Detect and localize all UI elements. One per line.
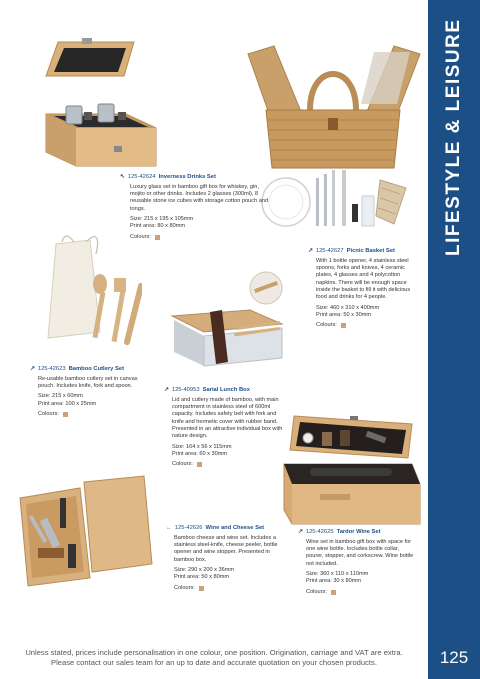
product-colours: Colours:: [130, 234, 272, 241]
product-code-line: ↗ 125-40953 Sarial Lunch Box: [164, 387, 250, 393]
arrow-icon: ↗: [164, 387, 169, 393]
product-colours: Colours:: [174, 585, 282, 592]
product-print-area: Print area: 50 x 30mm: [316, 311, 372, 318]
footer-note: [0, 648, 428, 668]
product-colours: Colours:: [38, 411, 148, 418]
section-title: LIFESTYLE & LEISURE: [443, 18, 464, 256]
product-code-line: ← 125-42626 Wine and Cheese Set: [166, 525, 265, 531]
colour-swatch: [197, 462, 202, 467]
wine-set-image: [280, 410, 422, 530]
product-code-line: ↗ 125-42623 Bamboo Cutlery Set: [30, 366, 124, 372]
product-code-line: ↖ 125-42624 Inverness Drinks Set: [120, 174, 216, 180]
product-tardor-wine-set: [298, 529, 416, 596]
product-size: Size: 215 x 195 x 105mm: [130, 215, 194, 222]
product-description: Re-usable bamboo cutlery set in canvas pouch. Includes knife, fork and spoon.: [38, 375, 138, 390]
arrow-icon: ←: [166, 525, 172, 531]
product-print-area: Print area: 30 x 80mm: [306, 578, 362, 585]
product-size: Size: 215 x 60mm: [38, 393, 83, 400]
side-bar: [428, 0, 480, 679]
product-print-area: Print area: 80 x 80mm: [130, 223, 186, 230]
product-inverness-drinks-set: [120, 174, 272, 241]
product-description: Bamboo cheese and wine set. Includes a stainless steel-knife, cheese peeler, bottle opener and wine stopper. Presented in bamboo box.: [174, 534, 278, 563]
product-colours: Colours:: [316, 322, 422, 329]
product-size: Size: 164 x 56 x 115mm: [172, 443, 232, 450]
product-code-line: ↗ 125-42625 Tardor Wine Set: [298, 529, 381, 535]
lunch-box-image: [170, 270, 290, 374]
arrow-icon: ↗: [30, 366, 35, 372]
footer-line-2: Please contact our sales team for an up to date and accurate quotation on your chosen products.: [51, 658, 377, 667]
product-size: Size: 290 x 200 x 36mm: [174, 566, 235, 573]
wine-cheese-set-image: [16, 474, 156, 588]
product-description: With 1 bottle opener, 4 stainless steel spoons, forks and knives, 4 ceramic plates, 4 glasses and 4 polycotton napkins. There will be enough space inside the basket to fill it with delicious food and drinks for 4 people.: [316, 257, 411, 301]
product-colours: Colours:: [172, 461, 288, 468]
arrow-icon: ↖: [120, 174, 125, 180]
colour-swatch: [155, 235, 160, 240]
page-number: 125: [439, 648, 469, 667]
product-size: Size: 360 x 110 x 110mm: [306, 570, 369, 577]
colour-swatch: [199, 586, 204, 591]
cutlery-set-image: [34, 232, 142, 360]
arrow-icon: ↗: [298, 529, 303, 535]
product-description: Luxury glass set in bamboo gift box for whiskey, gin, mojito or other drinks. Includes 2 glasses (300ml), 8 reusable stone ice cubes with storage cotton pouch and tongs.: [130, 183, 269, 212]
picnic-items-image: [258, 166, 410, 232]
colour-swatch: [63, 412, 68, 417]
product-sarial-lunch-box: [164, 387, 288, 468]
product-colours: Colours:: [306, 589, 416, 596]
drinks-set-image: [38, 36, 160, 174]
colour-swatch: [331, 590, 336, 595]
product-print-area: Print area: 50 x 80mm: [174, 574, 230, 581]
product-wine-and-cheese-set: [166, 525, 282, 592]
product-print-area: Print area: 60 x 30mm: [172, 450, 228, 457]
footer-line-1: Unless stated, prices include personalisation in one colour, one position. Origination, carriage and VAT are extra.: [25, 648, 403, 657]
picnic-basket-image: [244, 44, 422, 174]
product-description: Lid and cutlery made of bamboo, with main compartment in stainless steel of 600ml capacity. Includes safety belt with fork and knife and hermetic cover with rubber band. Presented in an attractive individual box with nature design.: [172, 396, 283, 440]
product-description: Wine set in bamboo gift box with space for one wine bottle. Includes bottle collar, pourer, stopper, and corkscrew. Wine bottle not included.: [306, 538, 414, 567]
product-size: Size: 460 x 310 x 400mm: [316, 304, 380, 311]
product-picnic-basket-set: [308, 248, 422, 329]
product-bamboo-cutlery-set: [30, 366, 148, 418]
product-print-area: Print area: 100 x 25mm: [38, 400, 97, 407]
colour-swatch: [341, 323, 346, 328]
arrow-icon: ↗: [308, 248, 313, 254]
product-code-line: ↗ 125-42627 Picnic Basket Set: [308, 248, 395, 254]
